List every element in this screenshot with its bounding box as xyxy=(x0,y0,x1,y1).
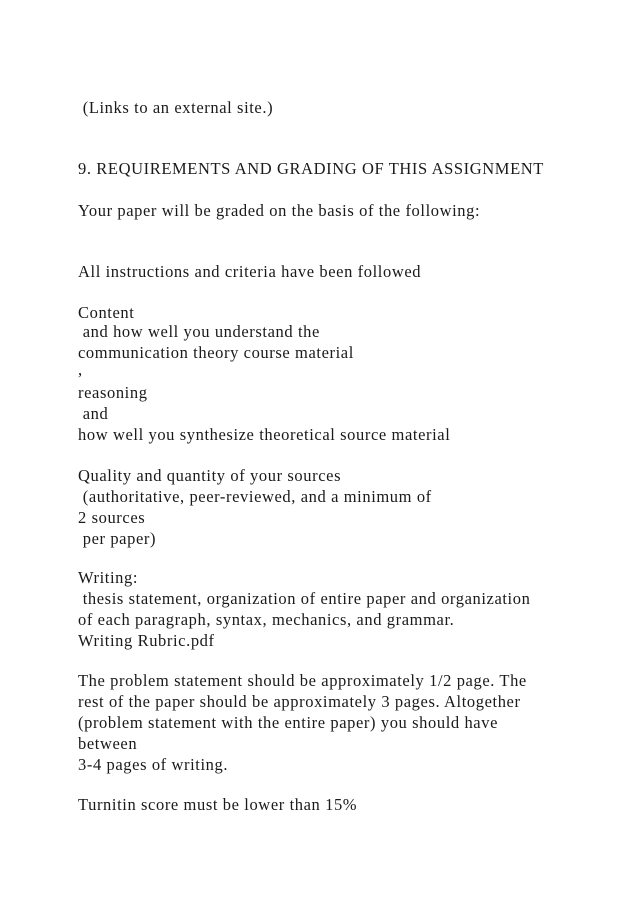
criteria-sources-text: (authoritative, peer-reviewed, and a minimum of xyxy=(78,487,432,506)
criteria-content-comma: , xyxy=(78,360,83,379)
external-link-note[interactable]: (Links to an external site.) xyxy=(78,98,274,117)
length-requirement-text: (problem statement with the entire paper) you should have xyxy=(78,713,498,732)
criteria-instructions: All instructions and criteria have been followed xyxy=(78,262,422,281)
criteria-content-text: communication theory course material xyxy=(78,343,354,362)
writing-rubric-link[interactable]: Writing Rubric.pdf xyxy=(78,631,215,650)
criteria-reasoning-text: and xyxy=(78,404,109,423)
length-requirement-text: between xyxy=(78,734,138,753)
criteria-writing-text: thesis statement, organization of entire paper and organization xyxy=(78,589,531,608)
criteria-writing-text: of each paragraph, syntax, mechanics, and grammar. xyxy=(78,610,455,629)
criteria-reasoning-label: reasoning xyxy=(78,383,148,402)
length-requirement-text: 3-4 pages of writing. xyxy=(78,755,229,774)
criteria-sources-label: Quality and quantity of your sources xyxy=(78,466,342,485)
length-requirement-text: The problem statement should be approximately 1/2 page. The xyxy=(78,671,527,690)
grading-intro: Your paper will be graded on the basis of the following: xyxy=(78,201,481,220)
criteria-content-label: Content xyxy=(78,303,135,322)
section-heading: 9. REQUIREMENTS AND GRADING OF THIS ASSIGNMENT xyxy=(78,159,544,178)
criteria-writing-label: Writing: xyxy=(78,568,139,587)
length-requirement-text: rest of the paper should be approximately 3 pages. Altogether xyxy=(78,692,521,711)
criteria-content-text: and how well you understand the xyxy=(78,322,320,341)
criteria-sources-text: per paper) xyxy=(78,529,157,548)
criteria-reasoning-text: how well you synthesize theoretical source material xyxy=(78,425,451,444)
turnitin-requirement: Turnitin score must be lower than 15% xyxy=(78,795,358,814)
criteria-sources-count: 2 sources xyxy=(78,508,146,527)
